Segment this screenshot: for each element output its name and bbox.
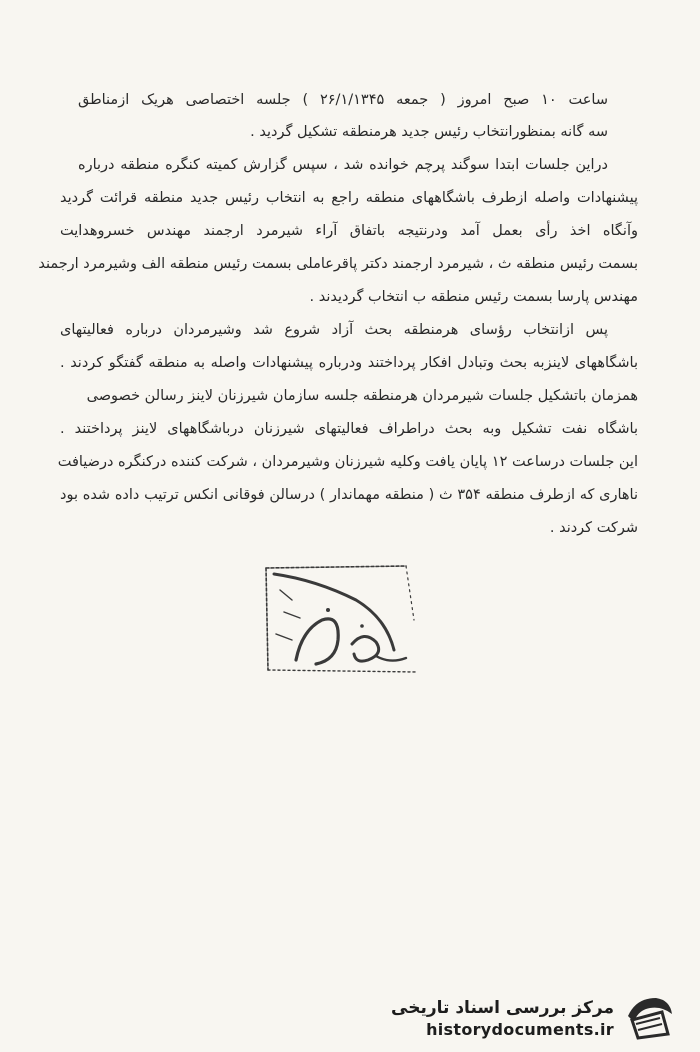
text-line-3: دراین جلسات ابتدا سوگند پرچم خوانده شد ، سپس گزارش کمیته کنگره منطقه درباره bbox=[78, 157, 608, 173]
text-line-10: همزمان باتشکیل جلسات شیرمردان هرمنطقه جلسه سازمان شیرزنان لاینز رسالن خصوصی bbox=[86, 388, 638, 404]
text-line-9: باشگاههای لاینزبه بحث وتبادل افکار پرداختند ودرباره پیشنهادات واصله به منطقه گفتگو کردند . bbox=[60, 355, 638, 371]
folder-logo-icon bbox=[622, 994, 676, 1040]
text-line-8: پس ازانتخاب رؤسای هرمنطقه بحث آزاد شروع شد وشیرمردان درباره فعالیتهای bbox=[60, 322, 608, 338]
archive-url: historydocuments.ir bbox=[426, 1020, 614, 1039]
text-line-4: پیشنهادات واصله ازطرف باشگاههای منطقه راجع به انتخاب رئیس جدید منطقه قرائت گردید bbox=[60, 190, 638, 206]
text-line-12: این جلسات درساعت ۱۲ پایان یافت وکلیه شیرزنان وشیرمردان ، شرکت کننده درکنگره درضیافت bbox=[57, 454, 638, 470]
text-line-7: مهندس پارسا بسمت رئیس منطقه ب انتخاب گردیدند . bbox=[309, 289, 638, 305]
archive-name: مرکز بررسی اسناد تاریخی bbox=[391, 998, 614, 1018]
text-line-11: باشگاه نفت تشکیل وبه بحث دراطراف فعالیتهای شیرزنان درباشگاههای لاینز پرداختند . bbox=[60, 421, 638, 437]
text-line-13: ناهاری که ازطرف منطقه ۳۵۴ ث ( منطقه مهماندار ) درسالن فوقانی انکس ترتیب داده شده بود bbox=[60, 487, 638, 503]
stamp-signature bbox=[256, 560, 424, 678]
text-line-6: بسمت رئیس منطقه ث ، شیرمرد ارجمند دکتر پاقرعاملی بسمت رئیس منطقه الف وشیرمرد ارجمند bbox=[38, 256, 638, 272]
text-line-2: سه گانه بمنظورانتخاب رئیس جدید هرمنطقه تشکیل گردید . bbox=[250, 124, 608, 140]
text-line-5: وآنگاه اخذ رأی بعمل آمد ودرنتیجه باتفاق آراء شیرمرد ارجمند مهندس خسروهدایت bbox=[60, 223, 638, 239]
archive-watermark bbox=[386, 992, 686, 1044]
text-line-1: ساعت ۱۰ صبح امروز ( جمعه ۲۶/۱/۱۳۴۵ ) جلسه اختصاصی هریک ازمناطق bbox=[78, 92, 608, 108]
text-line-14: شرکت کردند . bbox=[549, 520, 638, 536]
